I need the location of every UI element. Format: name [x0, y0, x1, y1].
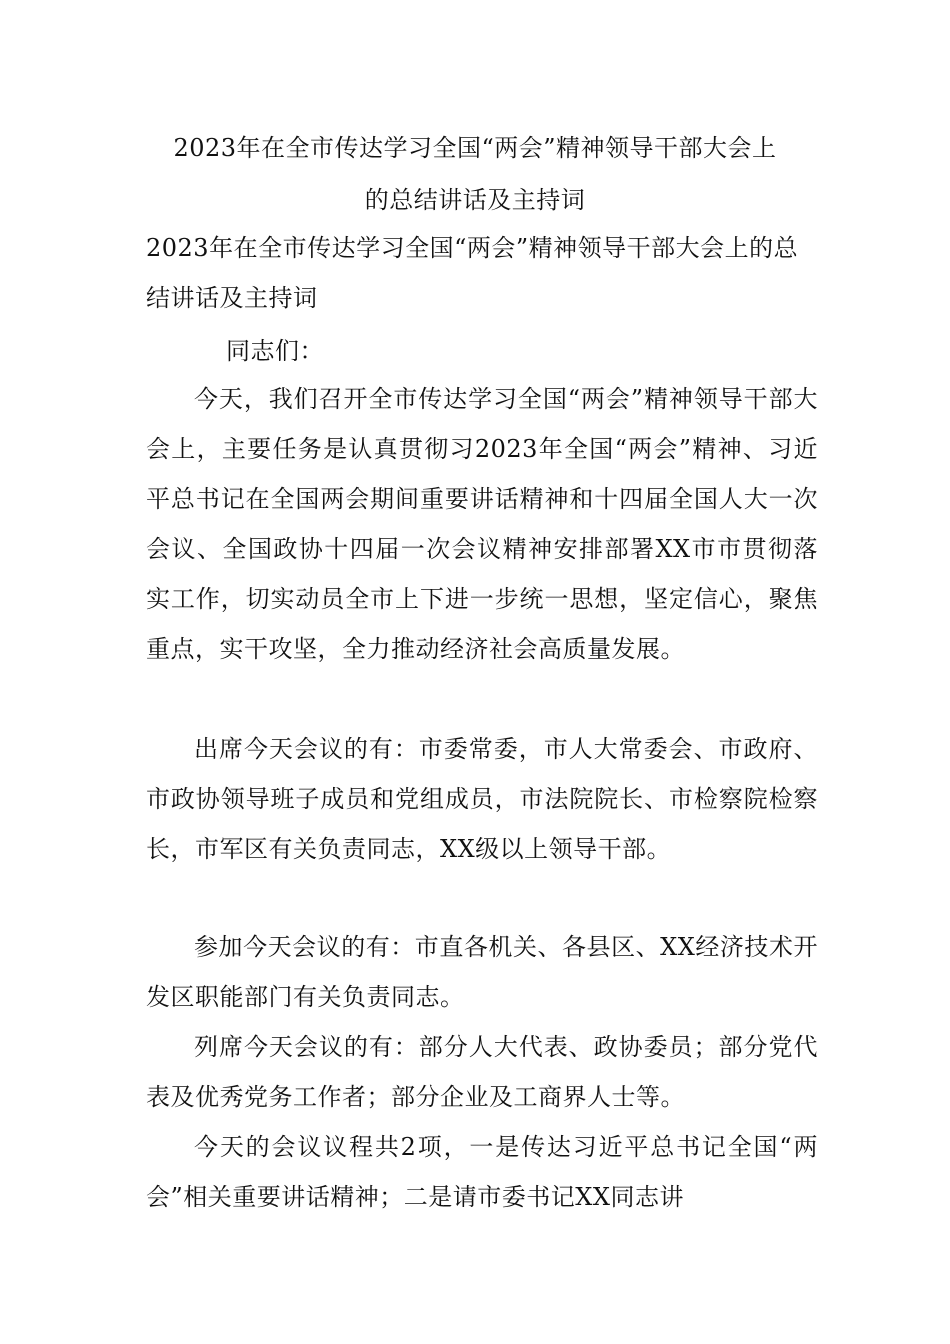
paragraph-opening: 今天，我们召开全市传达学习全国“两会”精神领导干部大会上，主要任务是认真贯彻习2023年全国“两会”精神、习近平总书记在全国两会期间重要讲话精神和十四届全国人大一次会议、全国政协十四届一次会议精神安排部署XX市市贯彻落实工作，切实动员全市上下进一步统一思想，坚定信心，聚焦重点，实干攻坚，全力推动经济社会高质量发展。 [146, 385, 818, 663]
paragraph-agenda: 今天的会议议程共2项，一是传达习近平总书记全国“两会”相关重要讲话精神；二是请市委书记XX同志讲 [146, 1133, 818, 1211]
paragraph-attendees: 出席今天会议的有：市委常委，市人大常委会、市政府、市政协领导班子成员和党组成员，市法院院长、市检察院检察长，市军区有关负责同志，XX级以上领导干部。 [146, 735, 818, 863]
salutation: 同志们： [226, 337, 324, 365]
repeated-title: 2023年在全市传达学习全国“两会”精神领导干部大会上的总结讲话及主持词 [146, 234, 799, 312]
paragraph-participants: 参加今天会议的有：市直各机关、各县区、XX经济技术开发区职能部门有关负责同志。 [146, 933, 818, 1011]
title-line-1: 2023年在全市传达学习全国“两会”精神领导干部大会上 [173, 134, 777, 162]
document-title [130, 122, 820, 226]
title-line-2: 的总结讲话及主持词 [364, 186, 586, 214]
paragraph-observers: 列席今天会议的有：部分人大代表、政协委员；部分党代表及优秀党务工作者；部分企业及工商界人士等。 [146, 1033, 818, 1111]
